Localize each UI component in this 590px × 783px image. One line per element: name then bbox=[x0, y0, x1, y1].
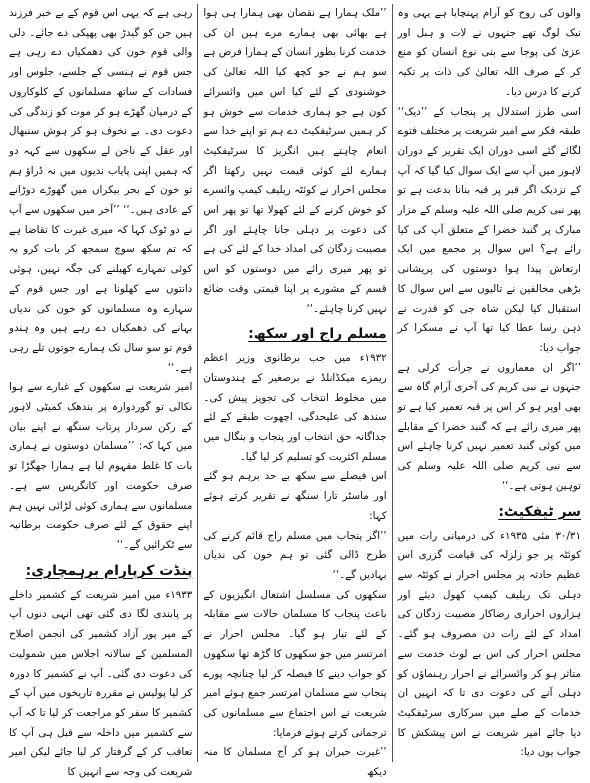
column-right bbox=[393, 4, 586, 762]
paragraph: اسی طرز استدلال پر پنجاب کے ’’دیک‘‘ طبقہ فکر سے امیر شریعت پر مختلف فتوے لگائے گئے اسی دوران ایک تقریر کے دوران لاہور میں آپ سے ایک سوال کیا گیا کہ آپ کے نزدیک اگر قبر پر قبہ بنانا بدعت ہے تو پھر نبی کریم صلی اللہ علیہ وسلم کے مزار مبارک پر گنبد خضرا کے متعلق آپ کی کیا رائے ہے؟ اس سوال پر مجمع میں ایک ارتعاش پیدا ہوا دوستوں کی پریشانی بڑھی مخالفین نے تالیوں سے اس سوال کا استقبال کیا لیکن شاہ جی کو قدرت نے ذہن رسا عطا کیا تھا آپ نے مسکرا کر جواب دیا: bbox=[397, 105, 581, 354]
paragraph: امیر شریعت نے سکھوں کے غبارے سے ہوا نکالی تو گوردوارہ پر بندھک کمیٹی لاہور کے رکن سردار پرتاب سنگھ نے اپنے بیان میں کہا کہ: ’’مسلمان دوستوں نے ہماری بات کا غلط مفہوم لیا ہے ہمارا جھگڑا تو صرف حکومت اور کانگریس سے ہے۔ مسلمانوں سے ہماری کوئی لڑائی نہیں ہم اپنے حقوق کے لئے صرف حکومت برطانیہ سے ٹکرائیں گے۔‘‘ bbox=[9, 381, 193, 551]
paragraph: ۱۹۳۳ء میں امیر شریعت کے کشمیر داخلے پر پابندی لگا دی گئی تھی انہی دنوں آپ کے میر پور آزاد کشمیر کی انجمن اصلاح المسلمین کے سالانہ اجلاس میں شمولیت کی دعوت دی گئی۔ آپ نے کشمیر کا دورہ کر لیا پولیس نے مقررہ تاریخوں میں آپ کے کشمیر کا سفر کو مراجعت کر لیا تا کہ آپ سے کشمیر میں داخلہ سے قبل ہی آپ کا تعاقب کر کے گرفتار کر لیا جائے لیکن امیر شریعت کی وجہ سے انہیں کا bbox=[9, 588, 193, 779]
paragraph: ’’ملک ہمارا ہے نقصان بھی ہمارا ہی ہوا ہے بھائی بھی ہمارے مرے ہیں ان کی خدمت کرنا بطور انسان کے ہمارا فرض ہے سو ہم نے جو کچھ کیا اللہ تعالیٰ کی خوشنودی کے لئے کیا اس میں وائسرائے کون ہے جو ہماری خدمات سے خوش ہو کر ہمیں سرٹیفکیٹ دے ہم تو اپنے خدا سے انعام چاہتے ہیں انگریز کا سرٹیفکیٹ ہمارے لئے کوئی قیمت نہیں رکھتا اگر مجلس احرار نے کوئٹہ ریلیف کیمپ وائسرے کو خوش کرنے کے لئے کھولا تھا تو پھر اس کی دعوت پر دہلی جانا چاہئے اور اگر مصیبت زدگان کی امداد خدا کے لئے کی ہے تو پھر میری رائے میں دوستوں کو اس قسم کے مشورے پر اپنا قیمتی وقت ضائع نہیں کرنا چاہئے۔‘‘ bbox=[203, 7, 387, 315]
section-heading: مسلم راج اور سکھ: bbox=[248, 326, 387, 343]
paragraph: ’’غیرت حیران ہو کر آج مسلمان کا منہ دیکھ bbox=[203, 746, 387, 779]
paragraph: اس فیصلے سے سکھ بے حد برہم ہو گئے اور ماسٹر تارا سنگھ نے تقریر کرتے ہوئے کہا: bbox=[203, 470, 387, 522]
paragraph: رہی ہے کہ یہی اس قوم کے بے خبر فرزند ہیں جن کو گیدڑ بھی پھپکی دے جائے۔ دلی والی قوم خون کی دھمکیاں دے رہی ہے جس قوم نے ہنسی کے جلسے، جلوس اور فسادات کے ساتھ مسلمانوں کے کلوکاروں کے درمیان گھڑے ہو کر موت کو زندگی کی دعوت دی۔ بے نخوف ہو کر ہوش سنبھال اور عقل کے ناخن لے سکھوں سے کہہ دو کہ ہمیں اپنی پایاب ندیوں میں نہ ڈراؤ ہم تو خون کے بحر بیکراں میں گھوڑے دوڑانے کے عادی ہیں۔‘‘ ’’آخر میں سکھوں سے آپ نے دو ٹوک کہا کہ میری غیرت کا تقاضا ہے کہ تم سکھ سوچ سمجھ کر بات کرو یہ کوئی تمہارے کھیلنے کی جگہ نہیں، ہوئی دانتوں سے کھلونا ہے اور جس قوم کے سہارے وہ مسلمانوں کو خون کی ندیاں بہانے کی دھمکیاں دے رہے ہیں وہ ہندو قوم تو سو سال تک ہمارے جوتوں تلے رہی ہے۔‘‘ bbox=[9, 7, 193, 374]
column-middle bbox=[198, 4, 392, 779]
paragraph: سکھوں کی مسلسل اشتعال انگیزیوں کے باعث پنجاب کا مسلمان حالات سے مقابلہ کے لئے تیار ہو گیا۔ مجلس احرار نے امرتسر میں جو سکھوں کا گڑھ تھا سکھوں کو جواب دینے کا فیصلہ کر لیا چنانچہ پورے پنجاب سے مسلمان امرتسر جمع ہوئے امیر شریعت نے اس اجتماع سے مسلمانوں کی ترجمانی کرتے ہوئے فرمایا: bbox=[203, 588, 387, 739]
section-heading: پنڈت کرپارام برہمچاری: bbox=[25, 562, 193, 579]
paragraph: ۱۹۳۲ء میں جب برطانوی وزیر اعظم ریمزے میکڈانلڈ نے برصغیر کے ہندوستان میں مخلوط انتخاب کی تجویز پیش کی۔ سندھ کی علیحدگی، اچھوت طبقے کے لئے جداگانہ حق انتخاب اور پنجاب و بنگال میں مسلم اکثریت کو تسلیم کر لیا گیا۔ bbox=[203, 352, 387, 463]
paragraph: ’’اگر ان معماروں نے جرأت کرلی ہے جنہوں نے نبی کریم کی آخری آرام گاہ سے بھی اوپر ہو کر اس پر قبہ تعمیر کیا ہے تو پھر میری رائے ہے کہ گنبد خضرا کے مقابلے میں کوئی گنبد تعمیر نہیں کرنا چاہئے اس سے نبی کریم صلی اللہ علیہ وسلم کی توہین ہوتی ہے۔‘‘ bbox=[397, 361, 581, 492]
paragraph: ’’اگر پنجاب میں مسلم راج قائم کرنے کی طرح ڈالی گئی تو ہم خون کی ندیاں بہادیں گے۔‘‘ bbox=[203, 529, 387, 581]
column-left bbox=[4, 4, 198, 779]
section-heading: سر ٹیفکیٹ: bbox=[498, 503, 581, 520]
paragraph: والوں کی روح کو آرام پہنچایا ہے یہی وہ نیک لوگ تھے جنہوں نے لات و ہبل اور عزیٰ کی پوجا سے بنی نوع انسان کو منع کر کے صرف اللہ تعالیٰ کی ذات پر تکیہ کرنے کا درس دیا۔ bbox=[397, 7, 581, 98]
paragraph: ۳۰/۳۱ مئی ۱۹۳۵ء کی درمیانی رات میں کوئٹہ پر جو زلزلہ کی قیامت گزری اس عظیم حادثہ پر مجلس احرار نے کوئٹہ سے دہلی تک ریلیف کیمپ کھول دیئے اور ہزاروں احراری رضاکار مصیبت زدگان کی امداد کے لئے رات دن مصروف ہو گئے۔ مجلس احرار کی اس بے لوث خدمت سے متاثر ہو کر وائسرائے نے احرار رہنماؤں کو دہلی آنے کی دعوت دی تا کہ انہیں ان خدمات کے صلے میں سرکاری سرٹیفکیٹ دیا جائے امیر شریعت نے اس پیشکش کا جواب یوں دیا: bbox=[397, 529, 581, 759]
